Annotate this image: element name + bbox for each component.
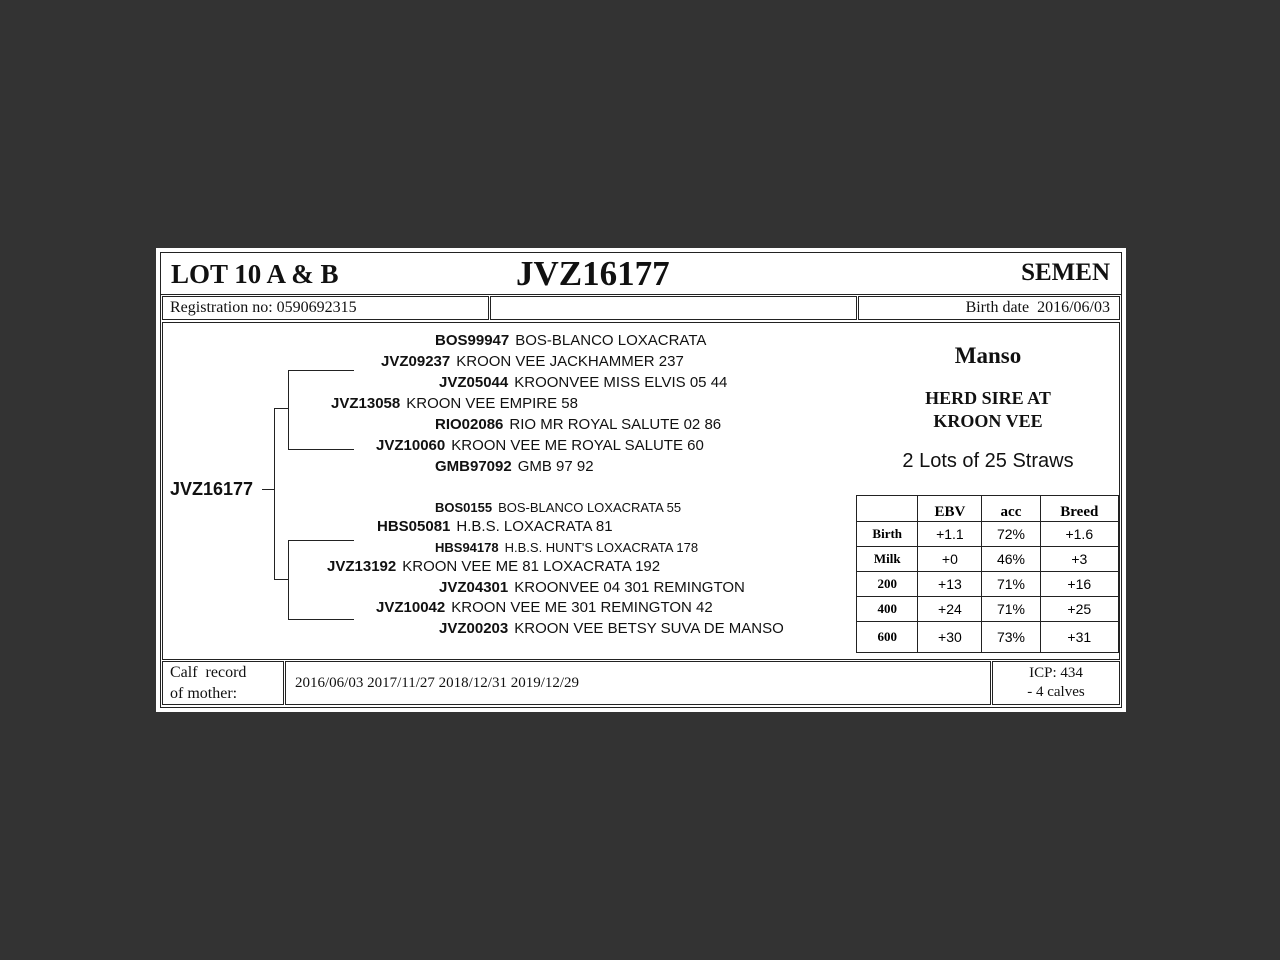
registration-value: 0590692315 bbox=[276, 299, 357, 316]
table-row bbox=[857, 572, 1119, 597]
pedigree-entry-sire-sire-sire: BOS99947 BOS-BLANCO LOXACRATA bbox=[435, 332, 707, 349]
blank-box bbox=[490, 296, 857, 320]
breed-value: +16 bbox=[1040, 572, 1118, 597]
icp-value: ICP: 434 bbox=[1029, 665, 1083, 681]
birth-date-label: Birth date bbox=[965, 299, 1030, 316]
header-cell: acc bbox=[982, 496, 1040, 522]
pedigree-entry-sire: JVZ13058 KROON VEE EMPIRE 58 bbox=[331, 395, 578, 412]
row-label: 600 bbox=[857, 622, 918, 653]
lot-title: LOT 10 A & B bbox=[171, 259, 339, 289]
birth-date-value: 2016/06/03 bbox=[1037, 299, 1110, 316]
acc-value: 73% bbox=[982, 622, 1040, 653]
pedigree-entry-dam-sire-dam: HBS94178 H.B.S. HUNT'S LOXACRATA 178 bbox=[435, 540, 699, 555]
row-label: Birth bbox=[857, 522, 918, 547]
table-row bbox=[857, 622, 1119, 653]
pedigree-entry-dam-dam: JVZ10042 KROON VEE ME 301 REMINGTON 42 bbox=[376, 599, 713, 616]
registration-label: Registration no: bbox=[170, 299, 273, 316]
row-label: 200 bbox=[857, 572, 918, 597]
tree-line bbox=[288, 449, 354, 450]
tree-line bbox=[288, 540, 354, 541]
breed-value: +3 bbox=[1040, 547, 1118, 572]
calves-count: - 4 calves bbox=[1027, 684, 1085, 700]
tree-line bbox=[288, 540, 289, 619]
subject-id: JVZ16177 bbox=[170, 479, 254, 499]
calf-record-label-line1: Calf record bbox=[170, 664, 247, 681]
lots-info: 2 Lots of 25 Straws bbox=[902, 450, 1074, 472]
acc-value: 71% bbox=[982, 597, 1040, 622]
ebv-table-header bbox=[857, 496, 1119, 522]
pedigree-entry-dam-dam-sire: JVZ04301 KROONVEE 04 301 REMINGTON bbox=[439, 579, 745, 596]
registration-number bbox=[170, 299, 357, 317]
header-cell bbox=[857, 496, 918, 522]
ebv-value: +30 bbox=[918, 622, 982, 653]
tree-line bbox=[274, 408, 275, 579]
divider bbox=[160, 294, 1122, 295]
acc-value: 72% bbox=[982, 522, 1040, 547]
breed-value: +31 bbox=[1040, 622, 1118, 653]
tree-line bbox=[262, 489, 274, 490]
pedigree-entry-dam: JVZ13192 KROON VEE ME 81 LOXACRATA 192 bbox=[327, 558, 661, 575]
animal-id-title: JVZ16177 bbox=[516, 254, 670, 293]
table-row bbox=[857, 597, 1119, 622]
acc-value: 46% bbox=[982, 547, 1040, 572]
tree-line bbox=[288, 370, 289, 449]
pedigree-entry-dam-sire-sire: BOS0155 BOS-BLANCO LOXACRATA 55 bbox=[435, 500, 682, 515]
ebv-table bbox=[856, 495, 1119, 653]
calf-record-label-line2: of mother: bbox=[170, 685, 238, 702]
product-type: SEMEN bbox=[1021, 259, 1110, 286]
pedigree-entry-dam-sire: HBS05081 H.B.S. LOXACRATA 81 bbox=[377, 518, 613, 535]
ebv-value: +0 bbox=[918, 547, 982, 572]
tree-line bbox=[288, 619, 354, 620]
row-label: 400 bbox=[857, 597, 918, 622]
table-row bbox=[857, 522, 1119, 547]
tree-line bbox=[274, 579, 288, 580]
acc-value: 71% bbox=[982, 572, 1040, 597]
breed-value: +1.6 bbox=[1040, 522, 1118, 547]
pedigree-entry-sire-dam-dam: GMB97092 GMB 97 92 bbox=[435, 458, 594, 475]
tree-line bbox=[274, 408, 288, 409]
table-row bbox=[857, 547, 1119, 572]
header-cell: Breed bbox=[1040, 496, 1118, 522]
birth-date bbox=[966, 299, 1110, 317]
header-cell: EBV bbox=[918, 496, 982, 522]
ebv-value: +13 bbox=[918, 572, 982, 597]
pedigree-entry-sire-dam-sire: RIO02086 RIO MR ROYAL SALUTE 02 86 bbox=[435, 416, 722, 433]
lot-card bbox=[156, 248, 1126, 712]
pedigree-entry-dam-dam-dam: JVZ00203 KROON VEE BETSY SUVA DE MANSO bbox=[439, 620, 784, 637]
pedigree-entry-sire-dam: JVZ10060 KROON VEE ME ROYAL SALUTE 60 bbox=[376, 437, 704, 454]
row-label: Milk bbox=[857, 547, 918, 572]
calf-record-dates: 2016/06/03 2017/11/27 2018/12/31 2019/12/29 bbox=[295, 675, 580, 691]
pedigree-entry-sire-sire-dam: JVZ05044 KROONVEE MISS ELVIS 05 44 bbox=[439, 374, 728, 391]
herd-sire-note-line1: HERD SIRE AT bbox=[925, 388, 1051, 408]
tree-line bbox=[288, 370, 354, 371]
animal-name: Manso bbox=[954, 343, 1022, 368]
ebv-value: +24 bbox=[918, 597, 982, 622]
herd-sire-note-line2: KROON VEE bbox=[933, 411, 1043, 431]
breed-value: +25 bbox=[1040, 597, 1118, 622]
pedigree-entry-sire-sire: JVZ09237 KROON VEE JACKHAMMER 237 bbox=[381, 353, 684, 370]
ebv-value: +1.1 bbox=[918, 522, 982, 547]
